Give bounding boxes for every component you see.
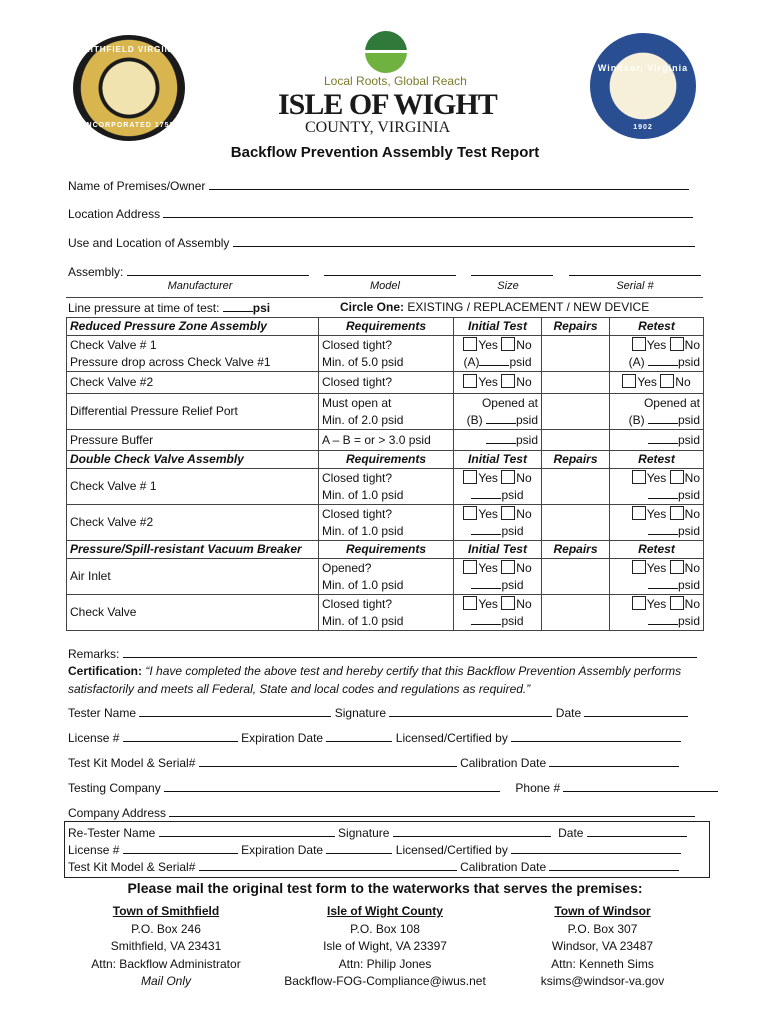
pvb-air-req <box>319 559 454 595</box>
req-header: Requirements <box>319 451 454 469</box>
address-isle-of-wight <box>270 903 500 991</box>
licensed-by-input[interactable] <box>511 730 681 742</box>
no-label: No <box>516 375 532 389</box>
remarks-label: Remarks: <box>68 647 120 661</box>
no-checkbox[interactable] <box>501 506 515 520</box>
yes-label: Yes <box>478 596 498 611</box>
line-pressure-label: Line pressure at time of test: <box>68 301 220 315</box>
no-label: No <box>516 596 532 611</box>
no-label: No <box>675 375 691 389</box>
yes-label: Yes <box>478 337 498 352</box>
windsor-seal-text: Windsor, Virginia <box>597 63 689 73</box>
phone-label: Phone # <box>515 781 561 795</box>
psid-label: psid <box>677 613 700 628</box>
repairs-cell[interactable] <box>542 469 610 505</box>
req-header: Requirements <box>319 541 454 559</box>
location-label: Location Address <box>68 207 161 221</box>
rpz-buffer-initial <box>454 430 542 451</box>
retest-header: Retest <box>610 541 704 559</box>
a-label: (A) <box>463 354 480 369</box>
pvb-cv-req <box>319 595 454 631</box>
tester-date-input[interactable] <box>584 705 688 717</box>
no-label: No <box>516 506 532 521</box>
psid-blank[interactable] <box>648 577 678 589</box>
retester-licensed-by-label: Licensed/Certified by <box>395 843 508 857</box>
pvb-cv-retest <box>610 595 704 631</box>
yes-checkbox[interactable] <box>463 560 477 574</box>
size-caption: Size <box>497 280 519 292</box>
location-field[interactable] <box>68 206 693 221</box>
tester-signature-label: Signature <box>334 706 387 720</box>
req-text: Closed tight? <box>322 470 393 485</box>
table-top-rule <box>66 297 703 298</box>
rpz-cv1-cell <box>67 336 319 372</box>
pvb-air-initial <box>454 559 542 595</box>
rpz-header: Reduced Pressure Zone Assembly <box>67 318 319 336</box>
retester-license-label: License # <box>68 843 120 857</box>
psid-blank[interactable] <box>471 613 501 625</box>
address-name: Town of Windsor <box>554 904 651 918</box>
req-header: Requirements <box>319 318 454 336</box>
expiration-input[interactable] <box>326 730 392 742</box>
yes-label: Yes <box>478 506 498 521</box>
psid-blank[interactable] <box>471 487 501 499</box>
address-windsor <box>515 903 690 991</box>
email-link[interactable]: ksims@windsor-va.gov <box>540 974 665 988</box>
calibration-label: Calibration Date <box>460 756 547 770</box>
retester-kit-input[interactable] <box>199 859 457 871</box>
psid-label: psid <box>515 412 538 427</box>
req-text: Closed tight? <box>322 337 393 352</box>
rpz-cv2-req: Closed tight? <box>319 372 454 394</box>
repairs-header: Repairs <box>542 541 610 559</box>
b-label: (B) <box>466 412 483 427</box>
initial-header: Initial Test <box>454 541 542 559</box>
table-row <box>67 559 704 595</box>
dca-cv2-label: Check Valve #2 <box>67 505 319 541</box>
repairs-cell[interactable] <box>542 430 610 451</box>
table-row <box>67 336 704 372</box>
psid-blank[interactable] <box>648 523 678 535</box>
tester-signature-input[interactable] <box>389 705 552 717</box>
address-line: Attn: Kenneth Sims <box>551 956 654 971</box>
county-logo-icon <box>365 31 407 73</box>
psid-label: psid <box>677 577 700 592</box>
no-checkbox[interactable] <box>501 374 515 388</box>
serial-caption: Serial # <box>616 280 654 292</box>
dca-cv1-retest <box>610 469 704 505</box>
retester-name-input[interactable] <box>159 825 335 837</box>
county-tagline: Local Roots, Global Reach <box>324 74 467 88</box>
windsor-seal-sub: 1902 <box>633 124 653 131</box>
no-label: No <box>684 470 700 485</box>
company-address-input[interactable] <box>169 805 695 817</box>
certification-text: “I have completed the above test and hereby certify that this Backflow Prevention Assembly performs satisfactorily and meets all Federal, State and local codes and regulations as required.” <box>68 664 682 696</box>
no-checkbox[interactable] <box>501 337 515 351</box>
company-input[interactable] <box>164 780 500 792</box>
address-note: Mail Only <box>140 974 191 988</box>
req-text: Min. of 2.0 psid <box>322 412 404 427</box>
no-checkbox[interactable] <box>501 470 515 484</box>
yes-label: Yes <box>646 596 667 611</box>
address-name: Town of Smithfield <box>112 904 220 918</box>
dca-cv1-req <box>319 469 454 505</box>
no-label: No <box>684 596 700 611</box>
rpz-buffer-label: Pressure Buffer <box>67 430 319 451</box>
req-text: Closed tight? <box>322 506 393 521</box>
no-label: No <box>684 337 700 352</box>
yes-label: Yes <box>646 470 667 485</box>
rpz-buffer-req: A – B = or > 3.0 psid <box>319 430 454 451</box>
yes-checkbox[interactable] <box>463 470 477 484</box>
dca-cv2-retest <box>610 505 704 541</box>
no-label: No <box>684 560 700 575</box>
req-text: Min. of 1.0 psid <box>322 577 404 592</box>
yes-checkbox[interactable] <box>632 560 646 574</box>
yes-label: Yes <box>646 506 667 521</box>
psid-label: psid <box>677 412 700 427</box>
assembly-label: Assembly: <box>68 265 124 279</box>
company-address-label: Company Address <box>68 806 167 820</box>
psid-blank[interactable] <box>648 432 678 444</box>
table-row <box>67 430 704 451</box>
dca-cv1-label: Check Valve # 1 <box>67 469 319 505</box>
remarks-field[interactable] <box>68 646 697 661</box>
license-input[interactable] <box>123 730 238 742</box>
psid-label: psid <box>501 523 524 538</box>
psid-blank[interactable] <box>648 354 678 366</box>
rpz-cv2-label: Check Valve #2 <box>67 372 319 394</box>
yes-label: Yes <box>637 375 657 389</box>
tester-name-input[interactable] <box>139 705 331 717</box>
tester-row-1[interactable] <box>68 705 688 720</box>
rpz-cv1-label: Check Valve # 1 <box>70 337 157 352</box>
address-line: P.O. Box 108 <box>350 921 420 936</box>
retester-row-2[interactable] <box>68 842 681 857</box>
model-caption: Model <box>370 280 400 292</box>
yes-checkbox[interactable] <box>463 374 477 388</box>
retester-name-label: Re-Tester Name <box>68 826 156 840</box>
retester-expiration-label: Expiration Date <box>241 843 324 857</box>
repairs-cell[interactable] <box>542 372 610 394</box>
repairs-header: Repairs <box>542 318 610 336</box>
address-line: Windsor, VA 23487 <box>551 939 654 953</box>
address-line: Attn: Philip Jones <box>338 956 432 971</box>
no-label: No <box>684 506 700 521</box>
psid-label: psid <box>509 354 532 369</box>
yes-checkbox[interactable] <box>463 596 477 610</box>
rpz-cv2-initial <box>454 372 542 394</box>
pvb-cv-label: Check Valve <box>67 595 319 631</box>
psid-blank[interactable] <box>648 412 678 424</box>
company-label: Testing Company <box>68 781 161 795</box>
req-text: Min. of 5.0 psid <box>322 354 404 369</box>
psid-blank[interactable] <box>479 354 509 366</box>
address-name: Isle of Wight County <box>327 904 443 918</box>
psid-label: psid <box>501 613 524 628</box>
repairs-cell[interactable] <box>542 595 610 631</box>
req-text: Min. of 1.0 psid <box>322 487 404 502</box>
psid-label: psid <box>677 487 700 502</box>
expiration-label: Expiration Date <box>241 731 324 745</box>
no-checkbox[interactable] <box>670 337 684 351</box>
retester-calibration-input[interactable] <box>549 859 679 871</box>
rpz-cv1-req <box>319 336 454 372</box>
address-line: Attn: Backflow Administrator <box>91 956 241 971</box>
retester-expiration-input[interactable] <box>326 842 392 854</box>
tester-date-label: Date <box>555 706 582 720</box>
pvb-air-retest <box>610 559 704 595</box>
table-row <box>67 372 704 394</box>
psid-blank[interactable] <box>648 613 678 625</box>
retest-header: Retest <box>610 451 704 469</box>
county-subtitle: COUNTY, VIRGINIA <box>305 119 451 136</box>
smithfield-seal <box>73 35 185 141</box>
a-label: (A) <box>628 354 645 369</box>
table-row <box>67 451 704 469</box>
retester-row-3[interactable] <box>68 859 679 874</box>
repairs-cell[interactable] <box>542 336 610 372</box>
table-row <box>67 318 704 336</box>
kit-input[interactable] <box>199 755 457 767</box>
b-label: (B) <box>628 412 645 427</box>
psid-blank[interactable] <box>471 523 501 535</box>
circle-one-label: Circle One: <box>340 300 405 314</box>
circle-one[interactable] <box>340 300 649 314</box>
dca-cv2-req <box>319 505 454 541</box>
circle-one-options: EXISTING / REPLACEMENT / NEW DEVICE <box>407 300 650 314</box>
page-title: Backflow Prevention Assembly Test Report <box>230 144 540 161</box>
rpz-relief-retest <box>610 394 704 430</box>
licensed-by-label: Licensed/Certified by <box>395 731 508 745</box>
req-text: Opened? <box>322 560 372 575</box>
calibration-input[interactable] <box>549 755 679 767</box>
rpz-buffer-retest <box>610 430 704 451</box>
table-row <box>67 541 704 559</box>
certification-label: Certification: <box>68 664 143 678</box>
use-field[interactable] <box>68 235 695 250</box>
rpz-relief-label: Differential Pressure Relief Port <box>67 394 319 430</box>
req-text: Closed tight? <box>322 596 393 611</box>
dca-cv2-initial <box>454 505 542 541</box>
yes-label: Yes <box>646 560 667 575</box>
tester-row-4[interactable] <box>68 780 718 795</box>
address-line: P.O. Box 307 <box>567 921 638 936</box>
no-checkbox[interactable] <box>501 560 515 574</box>
yes-checkbox[interactable] <box>632 337 646 351</box>
line-pressure[interactable] <box>68 300 270 315</box>
no-checkbox[interactable] <box>670 506 684 520</box>
yes-checkbox[interactable] <box>632 596 646 610</box>
retester-row-1[interactable] <box>68 825 687 840</box>
windsor-seal <box>590 33 696 139</box>
dca-cv1-initial <box>454 469 542 505</box>
yes-checkbox[interactable] <box>463 506 477 520</box>
psid-label: psid <box>677 432 700 447</box>
yes-checkbox[interactable] <box>632 506 646 520</box>
tester-row-5[interactable] <box>68 805 695 820</box>
test-table <box>66 317 704 631</box>
retester-license-input[interactable] <box>123 842 238 854</box>
premises-field[interactable] <box>68 178 689 193</box>
no-label: No <box>516 337 532 352</box>
no-checkbox[interactable] <box>670 560 684 574</box>
rpz-cv2-retest <box>610 372 704 394</box>
psid-blank[interactable] <box>486 432 516 444</box>
retester-date-input[interactable] <box>587 825 687 837</box>
retester-licensed-by-input[interactable] <box>511 842 681 854</box>
psid-blank[interactable] <box>486 412 516 424</box>
repairs-cell[interactable] <box>542 505 610 541</box>
use-label: Use and Location of Assembly <box>68 236 230 250</box>
pvb-header: Pressure/Spill-resistant Vacuum Breaker <box>67 541 319 559</box>
kit-label: Test Kit Model & Serial# <box>68 756 196 770</box>
phone-input[interactable] <box>563 780 718 792</box>
premises-label: Name of Premises/Owner <box>68 179 206 193</box>
retester-kit-label: Test Kit Model & Serial# <box>68 860 196 874</box>
table-row <box>67 595 704 631</box>
address-smithfield <box>70 903 262 991</box>
line-pressure-unit: psi <box>252 301 271 315</box>
no-checkbox[interactable] <box>501 596 515 610</box>
initial-header: Initial Test <box>454 451 542 469</box>
psid-label: psid <box>515 432 538 447</box>
repairs-cell[interactable] <box>542 559 610 595</box>
table-row <box>67 469 704 505</box>
yes-label: Yes <box>478 375 498 389</box>
no-label: No <box>516 470 532 485</box>
rpz-cv1-retest <box>610 336 704 372</box>
license-label: License # <box>68 731 120 745</box>
req-text: Min. of 1.0 psid <box>322 613 404 628</box>
dca-header: Double Check Valve Assembly <box>67 451 319 469</box>
email-link[interactable]: Backflow-FOG-Compliance@iwus.net <box>284 974 486 988</box>
tester-row-2[interactable] <box>68 730 681 745</box>
req-text: Min. of 1.0 psid <box>322 523 404 538</box>
yes-checkbox[interactable] <box>463 337 477 351</box>
manufacturer-caption: Manufacturer <box>167 280 233 292</box>
retester-signature-label: Signature <box>338 826 390 840</box>
psid-label: psid <box>501 487 524 502</box>
opened-at-label: Opened at <box>643 395 700 410</box>
rpz-relief-initial <box>454 394 542 430</box>
retester-signature-input[interactable] <box>393 825 551 837</box>
address-line: Isle of Wight, VA 23397 <box>323 939 447 953</box>
psid-label: psid <box>677 523 700 538</box>
certification <box>68 662 708 698</box>
psid-label: psid <box>501 577 524 592</box>
pvb-air-label: Air Inlet <box>67 559 319 595</box>
rpz-cv1-initial <box>454 336 542 372</box>
retest-header: Retest <box>610 318 704 336</box>
rpz-relief-req <box>319 394 454 430</box>
no-checkbox[interactable] <box>660 374 674 388</box>
psid-blank[interactable] <box>648 487 678 499</box>
retester-calibration-label: Calibration Date <box>460 860 547 874</box>
no-checkbox[interactable] <box>670 596 684 610</box>
smithfield-seal-text: SMITHFIELD VIRGINIA <box>76 45 182 54</box>
mail-heading: Please mail the original test form to the waterworks that serves the premises: <box>127 880 643 896</box>
table-row <box>67 394 704 430</box>
no-label: No <box>516 560 532 575</box>
yes-checkbox[interactable] <box>632 470 646 484</box>
tester-name-label: Tester Name <box>68 706 137 720</box>
pvb-cv-initial <box>454 595 542 631</box>
table-row <box>67 505 704 541</box>
address-line: P.O. Box 246 <box>131 921 201 936</box>
req-text: Must open at <box>322 395 392 410</box>
assembly-field[interactable] <box>68 264 701 279</box>
yes-label: Yes <box>478 470 498 485</box>
repairs-cell[interactable] <box>542 394 610 430</box>
yes-checkbox[interactable] <box>622 374 636 388</box>
address-line: Smithfield, VA 23431 <box>110 939 222 953</box>
retester-date-label: Date <box>558 826 584 840</box>
county-name: ISLE OF WIGHT <box>278 88 497 121</box>
no-checkbox[interactable] <box>670 470 684 484</box>
yes-label: Yes <box>646 337 667 352</box>
smithfield-seal-sub: INCORPORATED 1752 <box>83 122 175 129</box>
psid-label: psid <box>677 354 700 369</box>
repairs-header: Repairs <box>542 451 610 469</box>
opened-at-label: Opened at <box>481 395 538 410</box>
tester-row-3[interactable] <box>68 755 679 770</box>
yes-label: Yes <box>478 560 498 575</box>
psid-blank[interactable] <box>471 577 501 589</box>
initial-header: Initial Test <box>454 318 542 336</box>
rpz-cv1-drop-label: Pressure drop across Check Valve #1 <box>70 354 271 369</box>
